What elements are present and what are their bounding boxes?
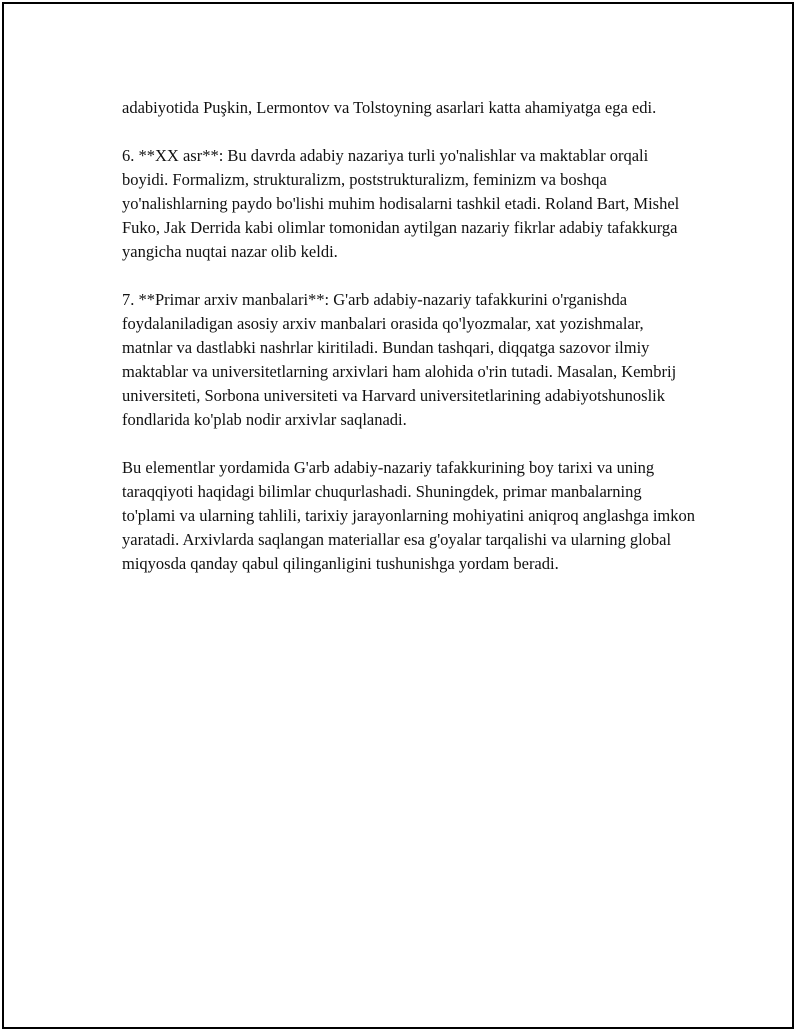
document-body — [122, 96, 697, 600]
paragraph-conclusion: Bu elementlar yordamida G'arb adabiy-nazariy tafakkurining boy tarixi va uning taraqqiyoti haqidagi bilimlar chuqurlashadi. Shuningdek, primar manbalarning to'plami va ularning tahlili, tarixiy jarayonlarning mohiyatini aniqroq anglashga imkon yaratadi. Arxivlarda saqlangan materiallar esa g'oyalar tarqalishi va ularning global miqyosda qanday qabul qilinganligini tushunishga yordam beradi. — [122, 458, 696, 573]
paragraph-xx-century: 6. **XX asr**: Bu davrda adabiy nazariya turli yo'nalishlar va maktablar orqali boyidi. Formalizm, strukturalizm, poststrukturalizm, feminizm va boshqa yo'nalishlarning paydo bo'lishi muhim hodisalarni tashkil etadi. Roland Bart, Mishel Fuko, Jak Derrida kabi olimlar tomonidan aytilgan nazariy fikrlar adabiy tafakkurga yangicha nuqtai nazar olib keldi. — [122, 146, 680, 261]
paragraph-continuation: adabiyotida Puşkin, Lermontov va Tolstoyning asarlari katta ahamiyatga ega edi. — [122, 98, 657, 117]
page-border — [2, 2, 794, 1029]
paragraph-primary-archive-sources: 7. **Primar arxiv manbalari**: G'arb adabiy-nazariy tafakkurini o'rganishda foydalaniladigan asosiy arxiv manbalari orasida qo'lyozmalar, xat yozishmalar, matnlar va dastlabki nashrlar kiritiladi. Bundan tashqari, diqqatga sazovor ilmiy maktablar va universitetlarning arxivlari ham alohida o'rin tutadi. Masalan, Kembrij universiteti, Sorbona universiteti va Harvard universitetlarining adabiyotshunoslik fondlarida ko'plab nodir arxivlar saqlanadi. — [122, 290, 677, 429]
